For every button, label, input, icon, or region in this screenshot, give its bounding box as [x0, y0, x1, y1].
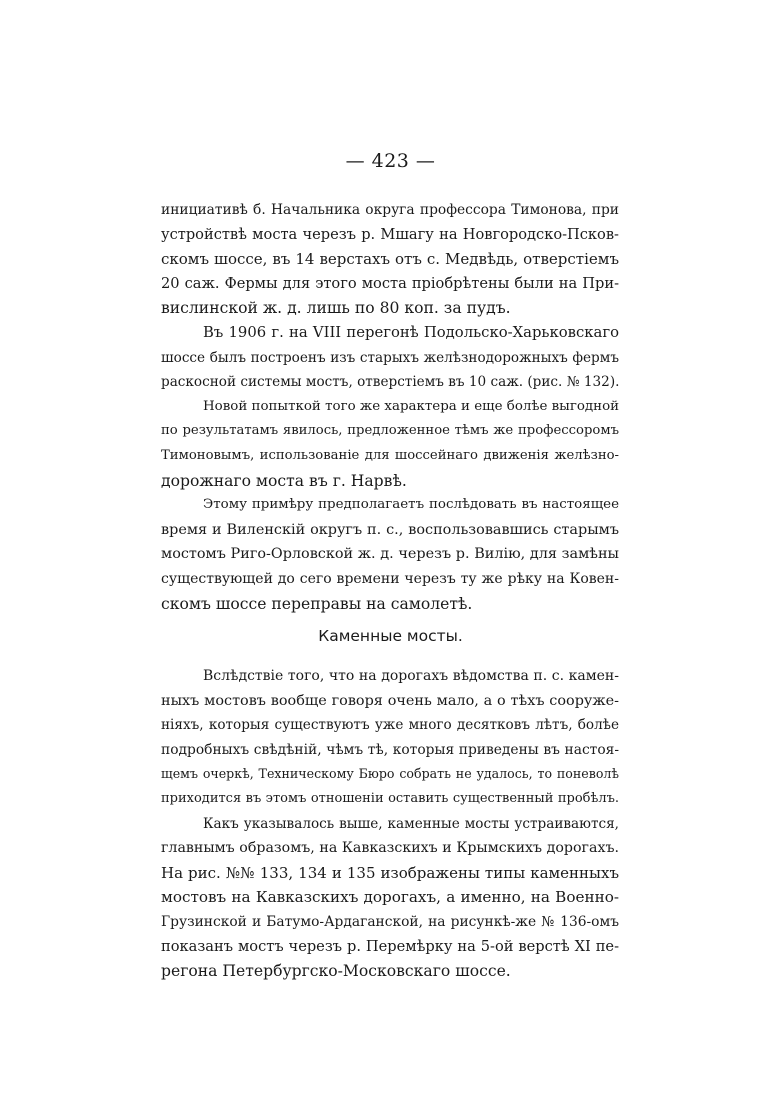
- text-line: На рис. №№ 133, 134 и 135 изображены типы каменныхъ: [161, 863, 619, 882]
- text-block-top: [161, 198, 619, 616]
- paragraph: [161, 493, 619, 616]
- text-line: приходится въ этомъ отношеніи оставить существенный пробѣлъ.: [161, 790, 619, 806]
- text-line: существующей до сего времени черезъ ту же рѣку на Ковен-: [161, 570, 619, 587]
- text-line: скомъ шоссе переправы на самолетѣ.: [161, 594, 473, 613]
- text-line: Въ 1906 г. на VIII перегонѣ Подольско-Харьковскаго: [203, 323, 619, 341]
- text-line: дорожнаго моста въ г. Нарвѣ.: [161, 471, 407, 490]
- text-line: скомъ шоссе, въ 14 верстахъ отъ с. Медвѣдь, отверстіемъ: [161, 250, 619, 269]
- text-line: 20 саж. Фермы для этого моста пріобрѣтены были на При-: [161, 274, 619, 292]
- text-line: Какъ указывалось выше, каменные мосты устраиваются,: [203, 815, 619, 832]
- text-line: Новой попыткой того же характера и еще болѣе выгодной: [203, 398, 620, 414]
- text-block-bottom: [161, 664, 619, 984]
- paragraph: [161, 198, 619, 321]
- paragraph: [161, 664, 619, 812]
- text-line: Тимоновымъ, использованіе для шоссейнаго движенія желѣзно-: [161, 447, 619, 463]
- text-line: вислинской ж. д. лишь по 80 коп. за пудъ.: [161, 299, 511, 318]
- paragraph: [161, 395, 619, 493]
- text-line: щемъ очеркѣ, Техническому Бюро собрать не удалось, то поневолѣ: [161, 766, 619, 782]
- text-line: ніяхъ, которыя существуютъ уже много десятковъ лѣтъ, болѣе: [161, 717, 619, 734]
- text-line: устройствѣ моста черезъ р. Мшагу на Новгородско-Псков-: [161, 225, 619, 243]
- text-line: мостомъ Риго-Орловской ж. д. черезъ р. Вилію, для замѣны: [161, 546, 619, 563]
- text-line: Вслѣдствіе того, что на дорогахъ вѣдомства п. с. камен-: [203, 668, 619, 684]
- text-line: мостовъ на Кавказскихъ дорогахъ, а именно, на Военно-: [161, 888, 619, 907]
- text-line: ныхъ мостовъ вообще говоря очень мало, а о тѣхъ сооруже-: [161, 692, 619, 709]
- text-line: показанъ мостъ черезъ р. Перемѣрку на 5-ой верстѣ XI пе-: [161, 937, 619, 955]
- text-line: подробныхъ свѣдѣній, чѣмъ тѣ, которыя приведены въ настоя-: [161, 741, 619, 758]
- text-line: по результатамъ явилось, предложенное тѣмъ же профессоромъ: [161, 423, 619, 439]
- text-line: раскосной системы мостъ, отверстіемъ въ 10 саж. (рис. № 132).: [161, 374, 620, 391]
- paragraph: [161, 321, 619, 395]
- text-line: главнымъ образомъ, на Кавказскихъ и Крымскихъ дорогахъ.: [161, 840, 619, 857]
- text-line: шоссе былъ построенъ изъ старыхъ желѣзнодорожныхъ фермъ: [161, 349, 619, 366]
- page-number: — 423 —: [345, 150, 436, 172]
- text-line: регона Петербургско-Московскаго шоссе.: [161, 962, 511, 981]
- text-line: инициативѣ б. Начальника округа профессора Тимонова, при: [161, 202, 619, 218]
- text-line: Этому примѣру предполагаетъ послѣдовать въ настоящее: [203, 497, 619, 513]
- section-heading: Каменные мосты.: [318, 627, 463, 645]
- text-line: Грузинской и Батумо-Ардаганской, на рисункѣ-же № 136-омъ: [161, 913, 619, 930]
- paragraph: [161, 812, 619, 984]
- text-line: время и Виленскій округъ п. с., воспользовавшись старымъ: [161, 521, 619, 538]
